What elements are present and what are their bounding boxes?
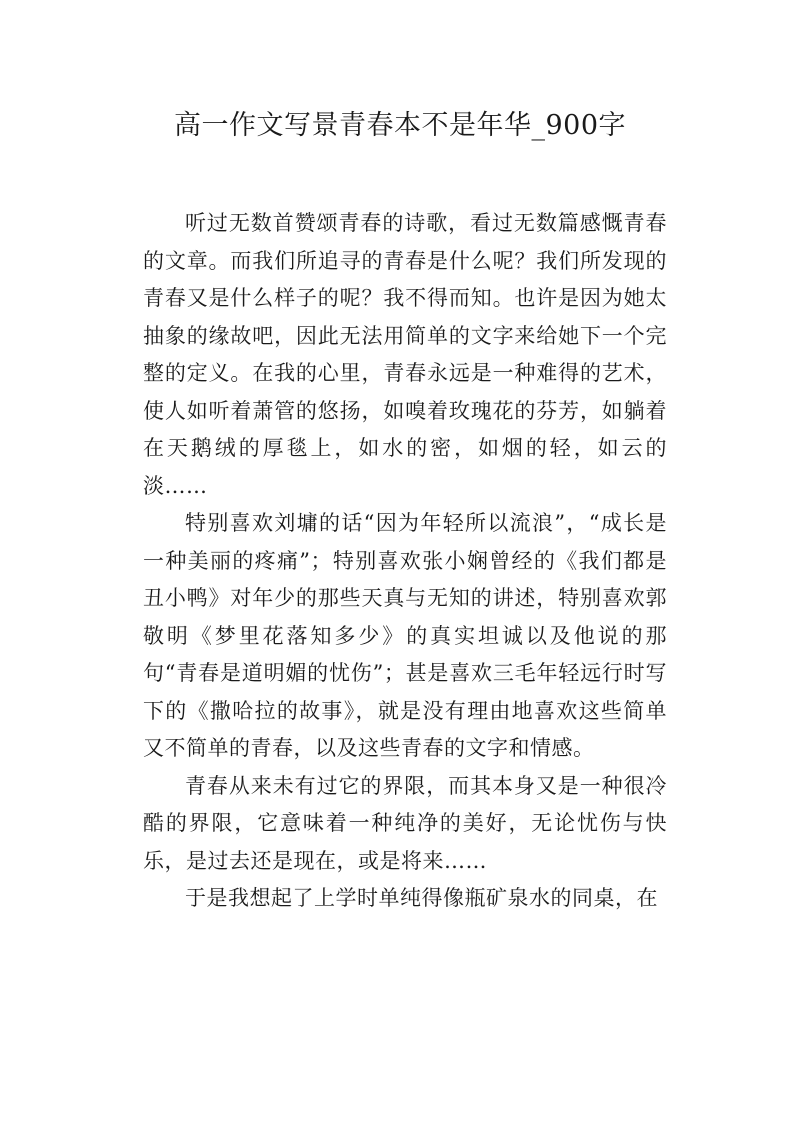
paragraph-3: 青春从来未有过它的界限，而其本身又是一种很冷酷的界限，它意味着一种纯净的美好，无论忧伤与快乐，是过去还是现在，或是将来…… [143, 773, 667, 873]
paragraph-2: 特别喜欢刘墉的话“因为年轻所以流浪”，“成长是一种美丽的疼痛”；特别喜欢张小娴曾经的《我们都是丑小鸭》对年少的那些天真与无知的讲述，特别喜欢郭敬明《梦里花落知多少》的真实坦诚以及他说的那句“青春是道明媚的忧伤”；甚是喜欢三毛年轻远行时写下的《撒哈拉的故事》，就是没有理由地喜欢这些简单又不简单的青春，以及这些青春的文字和情感。 [143, 511, 667, 760]
document-title: 高一作文写景青春本不是年华_900字 [173, 110, 627, 141]
document-body [143, 205, 667, 918]
paragraph-4: 于是我想起了上学时单纯得像瓶矿泉水的同桌，在 [185, 886, 658, 910]
paragraph-1: 听过无数首赞颂青春的诗歌，看过无数篇感慨青春的文章。而我们所追寻的青春是什么呢？我们所发现的青春又是什么样子的呢？我不得而知。也许是因为她太抽象的缘故吧，因此无法用简单的文字来给她下一个完整的定义。在我的心里，青春永远是一种难得的艺术，使人如听着萧管的悠扬，如嗅着玫瑰花的芬芳，如躺着在天鹅绒的厚毯上，如水的密，如烟的轻，如云的淡…… [143, 211, 667, 498]
